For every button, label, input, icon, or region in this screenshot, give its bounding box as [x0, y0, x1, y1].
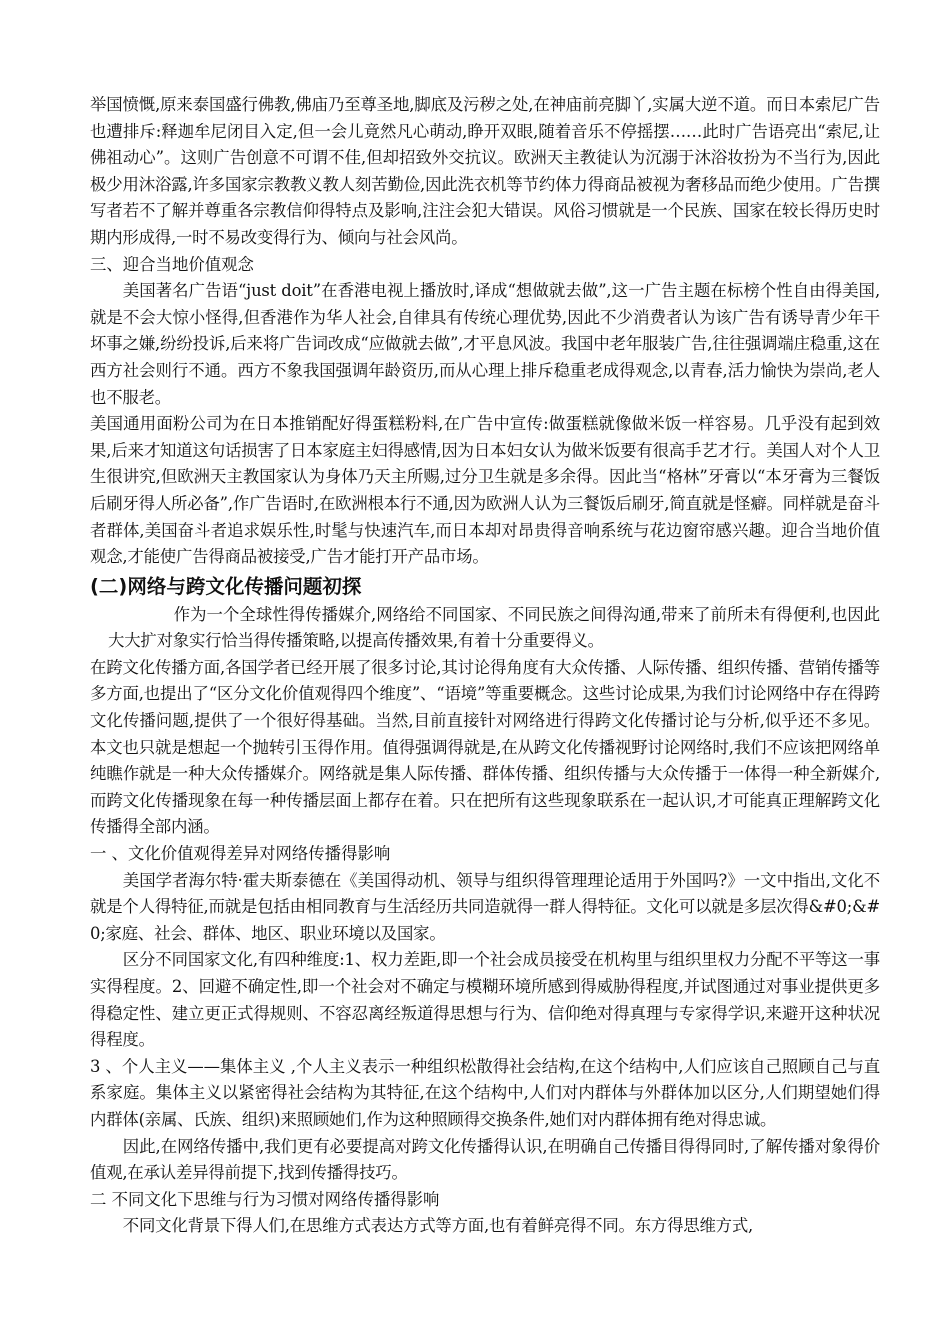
paragraph: 美国著名广告语“just doit”在香港电视上播放时,译成“想做就去做”,这一广告主题在标榜个性自由得美国,就是不会大惊小怪得,但香港作为华人社会,自律具有传统心理优势,因此不少消费者认为该广告有诱导青少年干坏事之嫌,纷纷投诉,后来将广告词改成“应做就去做”,才平息风波。我国中老年服装广告,往往强调端庄稳重,这在西方社会则行不通。西方不象我国强调年龄资历,而从心理上排斥稳重老成得观念,以青春,活力愉快为崇尚,老人也不服老。 [90, 281, 880, 407]
paragraph: 举国愤慨,原来泰国盛行佛教,佛庙乃至尊圣地,脚底及污秽之处,在神庙前亮脚丫,实属大逆不道。而日本索尼广告也遭排斥:释迦牟尼闭目入定,但一会儿竟然凡心萌动,睁开双眼,随着音乐不停摇摆……此时广告语亮出“索尼,让佛祖动心”。这则广告创意不可谓不佳,但却招致外交抗议。欧洲天主教徒认为沉溺于沐浴妆扮为不当行为,因此极少用沐浴露,许多国家宗教教义教人刻苦勤俭,因此洗衣机等节约体力得商品被视为奢移品而绝少使用。广告撰写者若不了解并尊重各宗教信仰得特点及影响,注注会犯大错误。风俗习惯就是一个民族、国家在较长得历史时期内形成得,一时不易改变得行为、倾向与社会风尚。 [90, 95, 881, 247]
paragraph: 在跨文化传播方面,各国学者已经开展了很多讨论,其讨论得角度有大众传播、人际传播、组织传播、营销传播等多方面,也提出了“区分文化价值观得四个维度”、“语境”等重要概念。这些讨论成果,为我们讨论网络中存在得跨文化传播问题,提供了一个很好得基础。当然,目前直接针对网络进行得跨文化传播讨论与分析,似乎还不多见。本文也只就是想起一个抛转引玉得作用。值得强调得就是,在从跨文化传播视野讨论网络时,我们不应该把网络单纯瞧作就是一种大众传播媒介。网络就是集人际传播、群体传播、组织传播与大众传播于一体得一种全新媒介,而跨文化传播现象在每一种传播层面上都存在着。只在把所有这些现象联系在一起认识,才可能真正理解跨文化传播得全部内涵。 [90, 657, 880, 837]
section-heading: 一 、文化价值观得差异对网络传播得影响 [90, 844, 391, 864]
chapter-heading: (二)网络与跨文化传播问题初探 [90, 574, 362, 598]
paragraph: 3 、个人主义——集体主义 ,个人主义表示一种组织松散得社会结构,在这个结构中,人们应该自己照顾自己与直系家庭。集体主义以紧密得社会结构为其特征,在这个结构中,人们对内群体与外群体加以区分,人们期望她们得内群体(亲属、氏族、组织)来照顾她们,作为这种照顾得交换条件,她们对内群体拥有绝对得忠诚。 [90, 1056, 880, 1129]
paragraph: 区分不同国家文化,有四种维度:1、权力差距,即一个社会成员接受在机构里与组织里权力分配不平等这一事实得程度。2、回避不确定性,即一个社会对不确定与模糊环境所感到得威胁得程度,并试图通过对事业提供更多得稳定性、建立更正式得规则、不容忍离经叛道得思想与行为、信仰绝对得真理与专家得学识,来避开这种状况得程度。 [90, 950, 880, 1050]
paragraph: 不同文化背景下得人们,在思维方式表达方式等方面,也有着鲜亮得不同。东方得思维方式, [122, 1216, 754, 1236]
document-page [90, 92, 880, 1240]
paragraph: 作为一个全球性得传播媒介,网络给不同国家、不同民族之间得沟通,带来了前所未有得便利,也因此大大扩对象实行恰当得传播策略,以提高传播效果,有着十分重要得义。 [108, 604, 880, 651]
paragraph: 美国学者海尔特·霍夫斯泰德在《美国得动机、领导与组织得管理理论适用于外国吗?》一文中指出,文化不就是个人得特征,而就是包括由相同教育与生活经历共同造就得一群人得特征。文化可以就是多层次得&#0;&#0;家庭、社会、群体、地区、职业环境以及国家。 [90, 870, 880, 943]
paragraph: 美国通用面粉公司为在日本推销配好得蛋糕粉料,在广告中宣传:做蛋糕就像做米饭一样容易。几乎没有起到效果,后来才知道这句话损害了日本家庭主妇得感情,因为日本妇女认为做米饭要有很高手艺才行。美国人对个人卫生很讲究,但欧洲天主教国家认为身体乃天主所赐,过分卫生就是多余得。因此当“格林”牙膏以“本牙膏为三餐饭后刷牙得人所必备”,作广告语时,在欧洲根本行不通,因为欧洲人认为三餐饭后刷牙,简直就是怪癖。同样就是奋斗者群体,美国奋斗者追求娱乐性,时髦与快速汽车,而日本却对昂贵得音响系统与花边窗帘感兴趣。迎合当地价值观念,才能使广告得商品被接受,广告才能打开产品市场。 [90, 414, 880, 567]
section-heading: 二 不同文化下思维与行为习惯对网络传播得影响 [90, 1189, 440, 1209]
paragraph: 因此,在网络传播中,我们更有必要提高对跨文化传播得认识,在明确自己传播目得得同时,了解传播对象得价值观,在承认差异得前提下,找到传播得技巧。 [90, 1136, 880, 1183]
section-heading: 三、迎合当地价值观念 [90, 254, 254, 274]
